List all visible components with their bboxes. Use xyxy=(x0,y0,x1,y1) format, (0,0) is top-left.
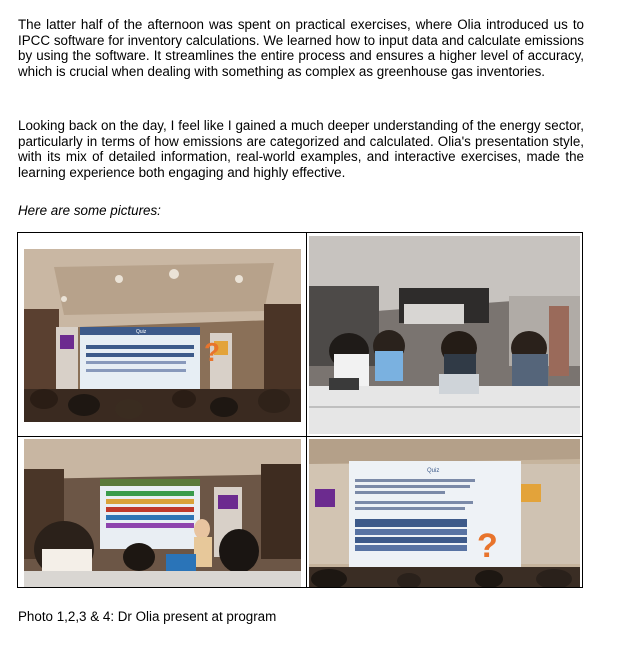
grid-divider-horizontal xyxy=(18,436,582,437)
photo-4-slide-title: Quiz xyxy=(427,468,440,474)
paragraph-2: Looking back on the day, I feel like I gained a much deeper understanding of the energy sector, particularly in terms of how emissions are categorized and calculated. Olia's presentation style, with its mix of detailed information, real-world examples, and interactive exercises, made the learning experience both engaging and highly effective. xyxy=(18,118,584,180)
svg-text:?: ? xyxy=(204,337,220,367)
photo-caption: Photo 1,2,3 & 4: Dr Olia present at program xyxy=(18,609,277,624)
pictures-intro: Here are some pictures: xyxy=(18,203,161,218)
photo-1-slide-title: Quiz xyxy=(136,329,147,335)
photo-1 xyxy=(24,249,301,422)
svg-text:?: ? xyxy=(477,527,498,565)
photo-2 xyxy=(309,236,580,434)
photo-grid xyxy=(17,232,583,588)
grid-divider-vertical xyxy=(306,233,307,587)
paragraph-1: The latter half of the afternoon was spent on practical exercises, where Olia introduced us to IPCC software for inventory calculations. We learned how to input data and calculate emissions by using the software. It streamlines the entire process and ensures a higher level of accuracy, which is crucial when dealing with something as complex as greenhouse gas inventories. xyxy=(18,17,584,79)
photo-3 xyxy=(24,439,301,587)
photo-4 xyxy=(309,439,580,587)
